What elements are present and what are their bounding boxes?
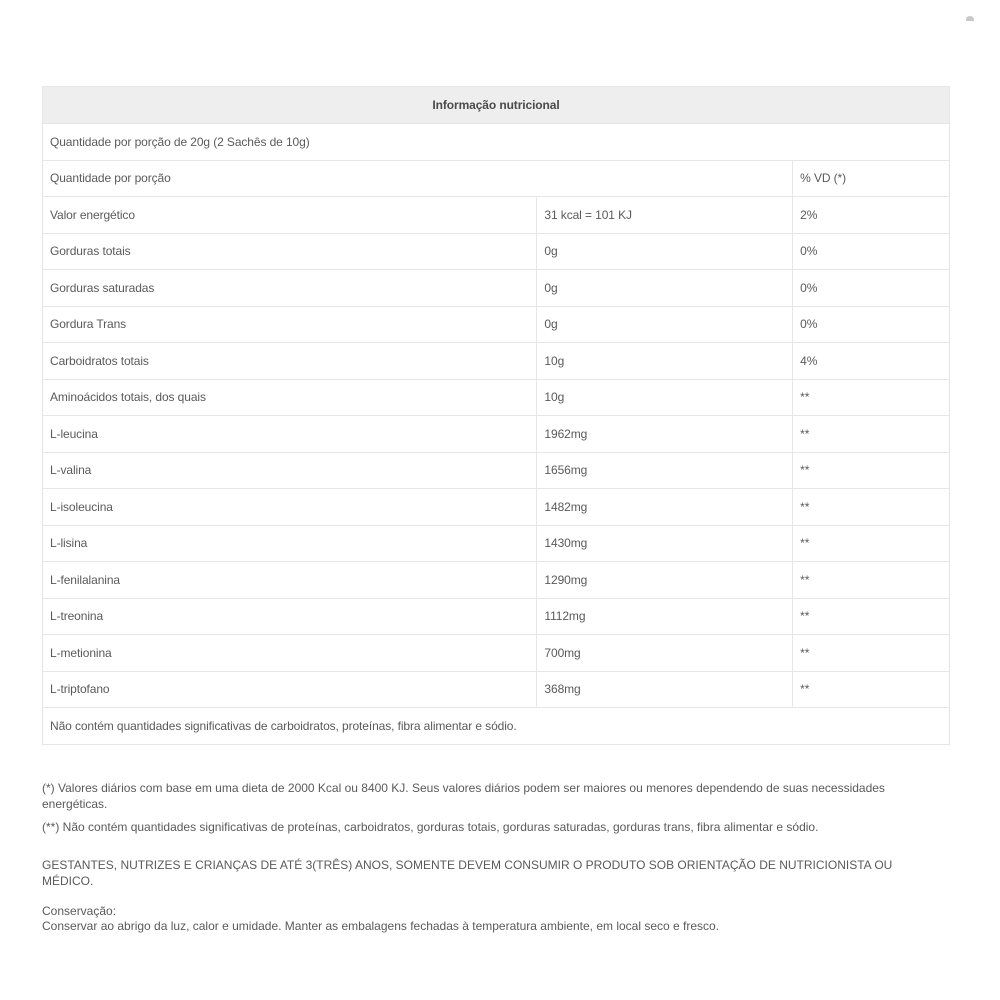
table-row — [43, 343, 950, 380]
table-title: Informação nutricional — [43, 87, 950, 124]
table-row — [43, 525, 950, 562]
serving-row — [43, 124, 950, 161]
nutrient-name: Aminoácidos totais, dos quais — [43, 379, 537, 416]
nutrient-amount: 31 kcal = 101 KJ — [537, 197, 793, 234]
nutrient-vd: 0% — [793, 306, 950, 343]
nutrient-name: Gorduras totais — [43, 233, 537, 270]
header-row — [43, 160, 950, 197]
nutrient-amount: 1430mg — [537, 525, 793, 562]
table-row — [43, 416, 950, 453]
nutrient-vd: ** — [793, 562, 950, 599]
nutrient-amount: 368mg — [537, 671, 793, 708]
table-row — [43, 270, 950, 307]
nutrient-name: Gordura Trans — [43, 306, 537, 343]
table-footnote: Não contém quantidades significativas de carboidratos, proteínas, fibra alimentar e sódio. — [43, 708, 950, 745]
nutrient-vd: ** — [793, 452, 950, 489]
table-row — [43, 598, 950, 635]
nutrient-vd: ** — [793, 598, 950, 635]
nutrient-amount: 0g — [537, 270, 793, 307]
table-title-row — [43, 87, 950, 124]
header-quantity-label: Quantidade por porção — [43, 160, 793, 197]
nutrient-name: L-metionina — [43, 635, 537, 672]
nutrient-name: L-fenilalanina — [43, 562, 537, 599]
nutrient-name: L-isoleucina — [43, 489, 537, 526]
table-row — [43, 452, 950, 489]
nutrient-name: L-lisina — [43, 525, 537, 562]
table-row — [43, 197, 950, 234]
daily-values-note: (*) Valores diários com base em uma dieta de 2000 Kcal ou 8400 KJ. Seus valores diários podem ser maiores ou menores dependendo de suas necessidades energéticas. — [42, 781, 885, 811]
storage-label: Conservação: — [42, 904, 117, 918]
nutrient-vd: 0% — [793, 270, 950, 307]
nutrient-name: Gorduras saturadas — [43, 270, 537, 307]
table-row — [43, 379, 950, 416]
serving-size: Quantidade por porção de 20g (2 Sachês de 10g) — [43, 124, 950, 161]
nutrient-amount: 0g — [537, 306, 793, 343]
nutrient-vd: ** — [793, 635, 950, 672]
nutrient-name: L-treonina — [43, 598, 537, 635]
nutrient-vd: 0% — [793, 233, 950, 270]
storage-text: Conservar ao abrigo da luz, calor e umidade. Manter as embalagens fechadas à temperatura ambiente, em local seco e fresco. — [42, 919, 720, 933]
nutrient-amount: 1290mg — [537, 562, 793, 599]
nutrient-vd: ** — [793, 525, 950, 562]
nutrient-name: Carboidratos totais — [43, 343, 537, 380]
footer-row — [43, 708, 950, 745]
warning-note: GESTANTES, NUTRIZES E CRIANÇAS DE ATÉ 3(TRÊS) ANOS, SOMENTE DEVEM CONSUMIR O PRODUTO SOB ORIENTAÇÃO DE NUTRICIONISTA OU MÉDICO. — [42, 858, 893, 888]
nutrient-vd: 4% — [793, 343, 950, 380]
table-row — [43, 562, 950, 599]
nutrient-name: Valor energético — [43, 197, 537, 234]
nutrient-name: L-leucina — [43, 416, 537, 453]
table-row — [43, 306, 950, 343]
nutrient-name: L-valina — [43, 452, 537, 489]
nutrient-amount: 1656mg — [537, 452, 793, 489]
corner-indicator — [966, 16, 974, 21]
table-row — [43, 233, 950, 270]
nutrient-vd: ** — [793, 416, 950, 453]
table-body — [43, 124, 950, 745]
nutrient-vd: 2% — [793, 197, 950, 234]
nutrient-amount: 0g — [537, 233, 793, 270]
nutrient-amount: 1112mg — [537, 598, 793, 635]
nutrient-vd: ** — [793, 489, 950, 526]
table-row — [43, 635, 950, 672]
nutrition-table — [42, 86, 950, 745]
nutrient-amount: 700mg — [537, 635, 793, 672]
header-vd-label: % VD (*) — [793, 160, 950, 197]
nutrient-amount: 1962mg — [537, 416, 793, 453]
nutrient-amount: 10g — [537, 379, 793, 416]
table-row — [43, 489, 950, 526]
not-significant-note: (**) Não contém quantidades significativas de proteínas, carboidratos, gorduras totais, gorduras saturadas, gorduras trans, fibra alimentar e sódio. — [42, 820, 819, 834]
nutrient-amount: 10g — [537, 343, 793, 380]
nutrient-name: L-triptofano — [43, 671, 537, 708]
table-row — [43, 671, 950, 708]
nutrient-vd: ** — [793, 379, 950, 416]
nutrient-amount: 1482mg — [537, 489, 793, 526]
nutrient-vd: ** — [793, 671, 950, 708]
